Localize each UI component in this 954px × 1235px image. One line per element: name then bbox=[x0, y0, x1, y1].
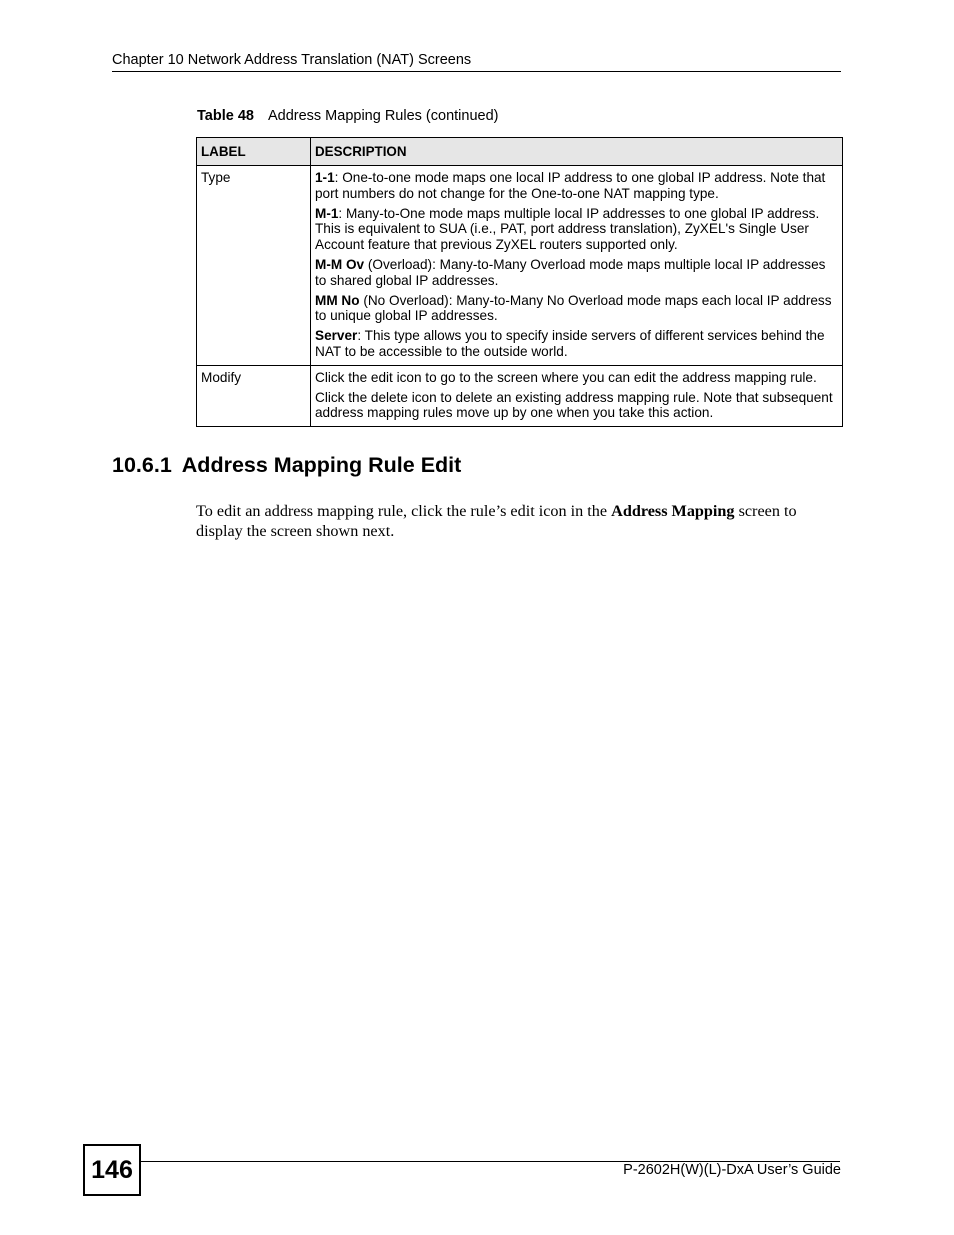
description-paragraph bbox=[315, 328, 838, 360]
page-number: 146 bbox=[83, 1144, 141, 1196]
table-header-row bbox=[197, 138, 843, 166]
guide-title: P-2602H(W)(L)-DxA User’s Guide bbox=[623, 1162, 841, 1178]
table-caption-number: Table 48 bbox=[197, 108, 254, 124]
description-text: (No Overload): Many-to-Many No Overload mode maps each local IP address to unique global IP addresses. bbox=[315, 292, 832, 324]
option-name: 1-1 bbox=[315, 170, 335, 185]
description-paragraph bbox=[315, 206, 838, 253]
body-text-start: To edit an address mapping rule, click the rule’s edit icon in the bbox=[196, 502, 612, 520]
table-row bbox=[197, 166, 843, 366]
row-label: Type bbox=[197, 166, 311, 366]
table-body bbox=[197, 166, 843, 427]
row-label: Modify bbox=[197, 365, 311, 426]
description-text: (Overload): Many-to-Many Overload mode maps multiple local IP addresses to shared global IP addresses. bbox=[315, 256, 826, 288]
description-text: Click the edit icon to go to the screen where you can edit the address mapping rule. bbox=[315, 369, 817, 385]
section-heading bbox=[112, 453, 461, 478]
table-caption-title: Address Mapping Rules (continued) bbox=[267, 108, 499, 124]
row-description bbox=[311, 166, 843, 366]
body-text-emphasis: Address Mapping bbox=[611, 502, 735, 520]
option-name: Server bbox=[315, 328, 358, 344]
description-text: : One-to-one mode maps one local IP address to one global IP address. Note that port numbers do not change for the One-to-one NAT mapping type. bbox=[315, 170, 826, 201]
description-paragraph bbox=[315, 370, 838, 386]
description-text: : This type allows you to specify inside servers of different services behind the NAT to be accessible to the outside world. bbox=[315, 328, 825, 359]
description-paragraph bbox=[315, 293, 838, 325]
body-paragraph bbox=[196, 501, 842, 541]
address-mapping-rules-table bbox=[196, 137, 843, 427]
table-row bbox=[197, 365, 843, 426]
body-text-end: screen to display the screen shown next. bbox=[196, 502, 797, 540]
section-number: 10.6.1 bbox=[112, 453, 172, 477]
option-name: M-M Ov bbox=[315, 256, 365, 272]
column-header-label: LABEL bbox=[197, 138, 311, 166]
running-header: Chapter 10 Network Address Translation (NAT) Screens bbox=[112, 52, 841, 72]
description-text: : Many-to-One mode maps multiple local IP addresses to one global IP address. This is equivalent to SUA (i.e., PAT, port address translation), ZyXEL's Single User Account feature that previous ZyXEL routers supported only. bbox=[315, 205, 820, 253]
column-header-description: DESCRIPTION bbox=[311, 138, 843, 166]
description-paragraph bbox=[315, 257, 838, 289]
row-description bbox=[311, 365, 843, 426]
option-name: M-1 bbox=[315, 205, 339, 221]
table-caption bbox=[197, 108, 498, 124]
description-paragraph bbox=[315, 390, 838, 422]
section-title: Address Mapping Rule Edit bbox=[181, 453, 462, 477]
description-text: Click the delete icon to delete an existing address mapping rule. Note that subsequent address mapping rules move up by one when you take this action. bbox=[315, 389, 833, 421]
option-name: MM No bbox=[315, 292, 360, 308]
description-paragraph bbox=[315, 170, 838, 202]
